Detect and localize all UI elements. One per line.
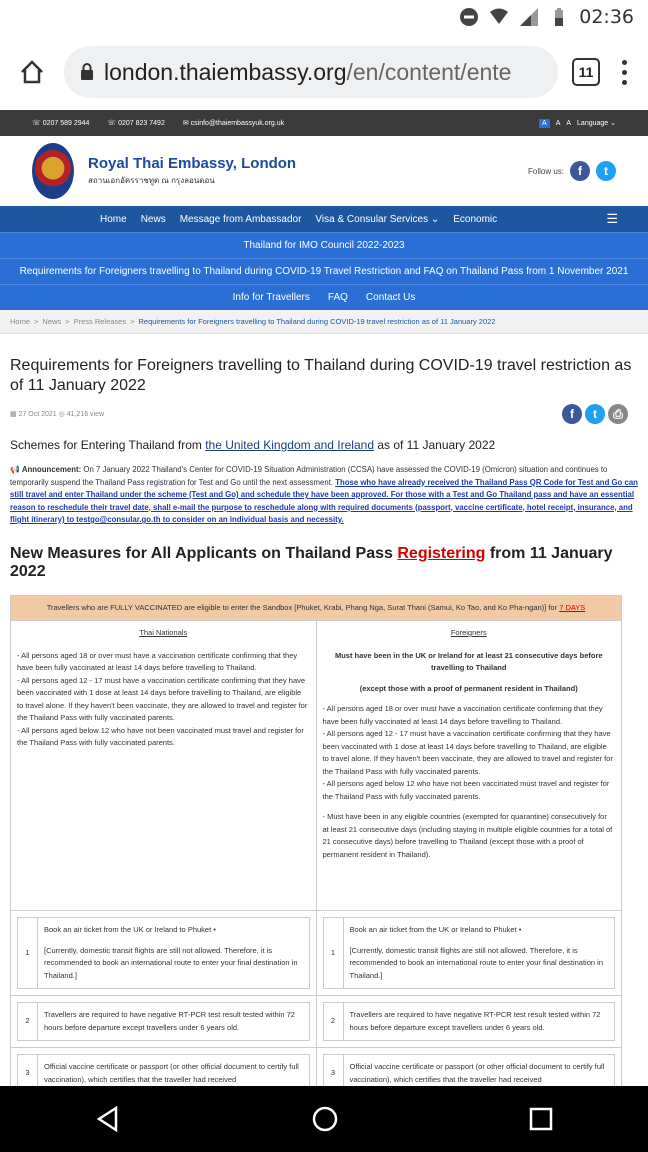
breadcrumb-press[interactable]: Press Releases — [73, 317, 127, 326]
lock-icon — [80, 63, 94, 81]
foreigners-cell: Foreigners Must have been in the UK or Ireland for at least 21 consecutive days before travelling to Thailand (except those with a proof of permanent resident in Thailand) - All persons aged 18 or over must have a vaccination certificate confirming that they have been fully vaccinated at least 14 days before travelling to Thailand. - All persons aged 12 - 17 must have a vaccination certificate confirming that they have been vaccinated with 1 dose at least 14 days before travelling to Thailand, are eligible to travel alone. If they haven't been vaccinate, they are allowed to travel and register for the Thailand Pass with fully vaccinated parents. - All persons aged below 12 who have not been vaccinated must travel and register for the Thailand Pass with fully vaccinated parents. - Must have been in any eligible countries (exempted for quarantine) consecutively for at least 21 consecutive days (including staying in multiple eligible countries for a total of 21 consecutive days) before travelling to Thailand (except those with a proof of permanent resident in Thailand). — [316, 621, 622, 911]
page-title: Requirements for Foreigners travelling to Thailand during COVID-19 travel restriction as of 11 January 2022 — [10, 357, 632, 394]
battery-icon — [549, 7, 569, 27]
url-host: london.thaiembassy.org — [104, 58, 347, 85]
status-time: 02:36 — [579, 6, 634, 28]
overflow-menu-button[interactable] — [614, 60, 634, 85]
back-icon[interactable] — [94, 1105, 122, 1133]
facebook-icon[interactable]: f — [570, 161, 590, 181]
wifi-icon — [489, 7, 509, 27]
scheme-link[interactable]: the United Kingdom and Ireland — [205, 438, 374, 452]
android-nav-bar — [0, 1086, 648, 1152]
table-row: 3 Official vaccine certificate or passport (or other official document to certify full vaccination), which certifies that the traveller had received — [11, 1048, 317, 1089]
article-meta — [10, 404, 638, 424]
breadcrumb-home[interactable]: Home — [10, 317, 31, 326]
nav-news[interactable]: News — [140, 213, 166, 225]
home-circle-icon[interactable] — [311, 1105, 339, 1133]
requirements-table — [10, 595, 622, 1089]
web-page — [0, 110, 648, 1088]
article — [0, 356, 648, 1088]
signal-icon — [519, 7, 539, 27]
announcement-link[interactable]: Those who have already received the Thailand Pass QR Code for Test and Go can still travel and enter Thailand under the scheme (Test and Go) and schedule they have been approved. For those with a Test and Go Thailand pass and have an essential reason to reschedule their travel date, shall e-mail the purpose to reschedule along with required documents (passport, vaccine certificate, hotel receipt, insurance, and flight itinerary) to testgo@consular.go.th to consider on an individual basis and necessity. — [10, 477, 638, 524]
scheme-heading: Schemes for Entering Thailand from the United Kingdom and Ireland as of 11 January 2022 — [10, 438, 496, 452]
announcement: 📢 Announcement: On 7 January 2022 Thailand's Center for COVID-19 Situation Administration (CCSA) have assessed the COVID-19 (Omicron) situation and continues to temporarily suspend the Thailand Pass registration for Test and Go until the next assessment. Those who have already received the Thailand Pass QR Code for Test and Go can still travel and enter Thailand under the scheme (Test and Go) and schedule they have been approved. For those with a Test and Go Thailand pass and have an essential reason to reschedule their travel date, shall e-mail the purpose to reschedule along with required documents (passport, vaccine certificate, hotel receipt, insurance, and flight itinerary) to testgo@consular.go.th to consider on an individual basis and necessity. — [10, 465, 638, 524]
breadcrumb-current[interactable]: Requirements for Foreigners travelling to Thailand during COVID-19 travel restriction as of 11 January 2022 — [138, 317, 496, 326]
do-not-disturb-icon — [459, 7, 479, 27]
email-link[interactable]: ✉ csinfo@thaiembassyuk.org.uk — [182, 120, 285, 127]
nav-home[interactable]: Home — [100, 213, 127, 225]
thai-nationals-cell: Thai Nationals - All persons aged 18 or over must have a vaccination certificate confirming that they have been fully vaccinated at least 14 days before travelling to Thailand. - All persons aged 12 - 17 must have a vaccination certificate confirming that they have been vaccinated with 1 dose at least 14 days before travelling to Thailand, are eligible to travel alone. If they haven't been vaccinate, they are allowed to travel and register for the Thailand Pass with fully vaccinated parents. - All persons aged below 12 who have not been vaccinated must travel and register for the Thailand Pass with fully vaccinated parents. — [11, 621, 317, 911]
home-button[interactable] — [14, 54, 50, 90]
address-bar[interactable] — [64, 46, 558, 98]
status-bar — [0, 0, 648, 34]
tab-switcher-button[interactable]: 11 — [572, 58, 600, 86]
font-size-large[interactable]: A — [566, 119, 572, 127]
table-row: 2 Travellers are required to have negative RT-PCR test result tested within 72 hours before departure except travellers under 6 years old. — [11, 996, 317, 1048]
megaphone-icon: 📢 — [10, 465, 22, 474]
nav-economic[interactable]: Economic — [453, 213, 498, 225]
twitter-icon[interactable]: t — [596, 161, 616, 181]
share-facebook-icon[interactable]: f — [562, 404, 582, 424]
share-twitter-icon[interactable]: t — [585, 404, 605, 424]
contact-bar — [0, 110, 648, 136]
language-select[interactable]: Language ⌄ — [577, 120, 616, 127]
table-row: 1 Book an air ticket from the UK or Ireland to Phuket • [Currently, domestic transit flights are still not allowed. Therefore, it is recommended to book an international route to enter your final destination in Thailand.] — [11, 911, 317, 996]
nav-requirements[interactable]: Requirements for Foreigners travelling to Thailand during COVID-19 Travel Restriction and FAQ on Thailand Pass from 1 November 2021 — [0, 258, 648, 284]
breadcrumb: Home > News > Press Releases > Requirements for Foreigners travelling to Thailand during COVID-19 travel restriction as of 11 January 2022 — [0, 310, 648, 334]
phone-2[interactable]: ☏ 0207 823 7492 — [107, 120, 165, 127]
print-icon[interactable]: ⎙ — [608, 404, 628, 424]
recents-icon[interactable] — [528, 1106, 554, 1132]
nav-visa[interactable]: Visa & Consular Services ⌄ — [315, 213, 440, 225]
eye-icon: ◎ — [56, 411, 67, 418]
breadcrumb-news[interactable]: News — [42, 317, 62, 326]
table-row: 1 Book an air ticket from the UK or Ireland to Phuket • [Currently, domestic transit flights are still not allowed. Therefore, it is recommended to book an international route to enter your final destination in Thailand.] — [316, 911, 622, 996]
thai-nationals-heading: Thai Nationals — [139, 628, 188, 637]
table-row: 3 Official vaccine certificate or passport (or other official document to certify full vaccination), which certifies that the traveller had received — [316, 1048, 622, 1089]
social-follow: Follow us: f t — [528, 161, 616, 181]
nav-ambassador[interactable]: Message from Ambassador — [179, 213, 302, 225]
calendar-icon: ▦ — [10, 411, 19, 418]
site-title[interactable]: Royal Thai Embassy, London — [88, 155, 297, 172]
phone-1[interactable]: ☏ 0207 589 2944 — [32, 120, 90, 127]
measures-heading: New Measures for All Applicants on Thailand Pass Registering from 11 January 2022 — [10, 544, 613, 580]
browser-toolbar — [0, 34, 648, 110]
home-icon — [19, 59, 45, 85]
menu-hamburger-icon[interactable]: ☰ — [606, 211, 618, 226]
font-size-small[interactable]: A — [539, 119, 550, 128]
site-subtitle: สถานเอกอัครราชทูต ณ กรุงลอนดอน — [88, 176, 215, 185]
foreigners-heading: Foreigners — [450, 628, 487, 637]
article-date: 27 Oct 2021 — [18, 410, 57, 418]
nav-info-travellers[interactable]: Info for Travellers — [232, 292, 310, 303]
table-banner: Travellers who are FULLY VACCINATED are eligible to enter the Sandbox [Phuket, Krabi, Phang Nga, Surat Thani (Samui, Ko Tao, and Ko Pha-ngan)] for 7 DAYS — [11, 595, 622, 621]
nav-faq[interactable]: FAQ — [327, 292, 348, 303]
article-views: 41,216 view — [66, 410, 105, 418]
main-nav — [0, 206, 648, 232]
table-row: 2 Travellers are required to have negative RT-PCR test result tested within 72 hours before departure except travellers under 6 years old. — [316, 996, 622, 1048]
registering-link[interactable]: Registering — [397, 544, 486, 562]
secondary-nav — [0, 284, 648, 310]
font-size-medium[interactable]: A — [555, 119, 561, 127]
site-header — [0, 136, 648, 206]
nav-contact[interactable]: Contact Us — [365, 292, 416, 303]
url-path: /en/content/ente — [346, 58, 512, 85]
embassy-crest-logo[interactable] — [32, 143, 74, 199]
nav-imo[interactable]: Thailand for IMO Council 2022-2023 — [0, 232, 648, 258]
